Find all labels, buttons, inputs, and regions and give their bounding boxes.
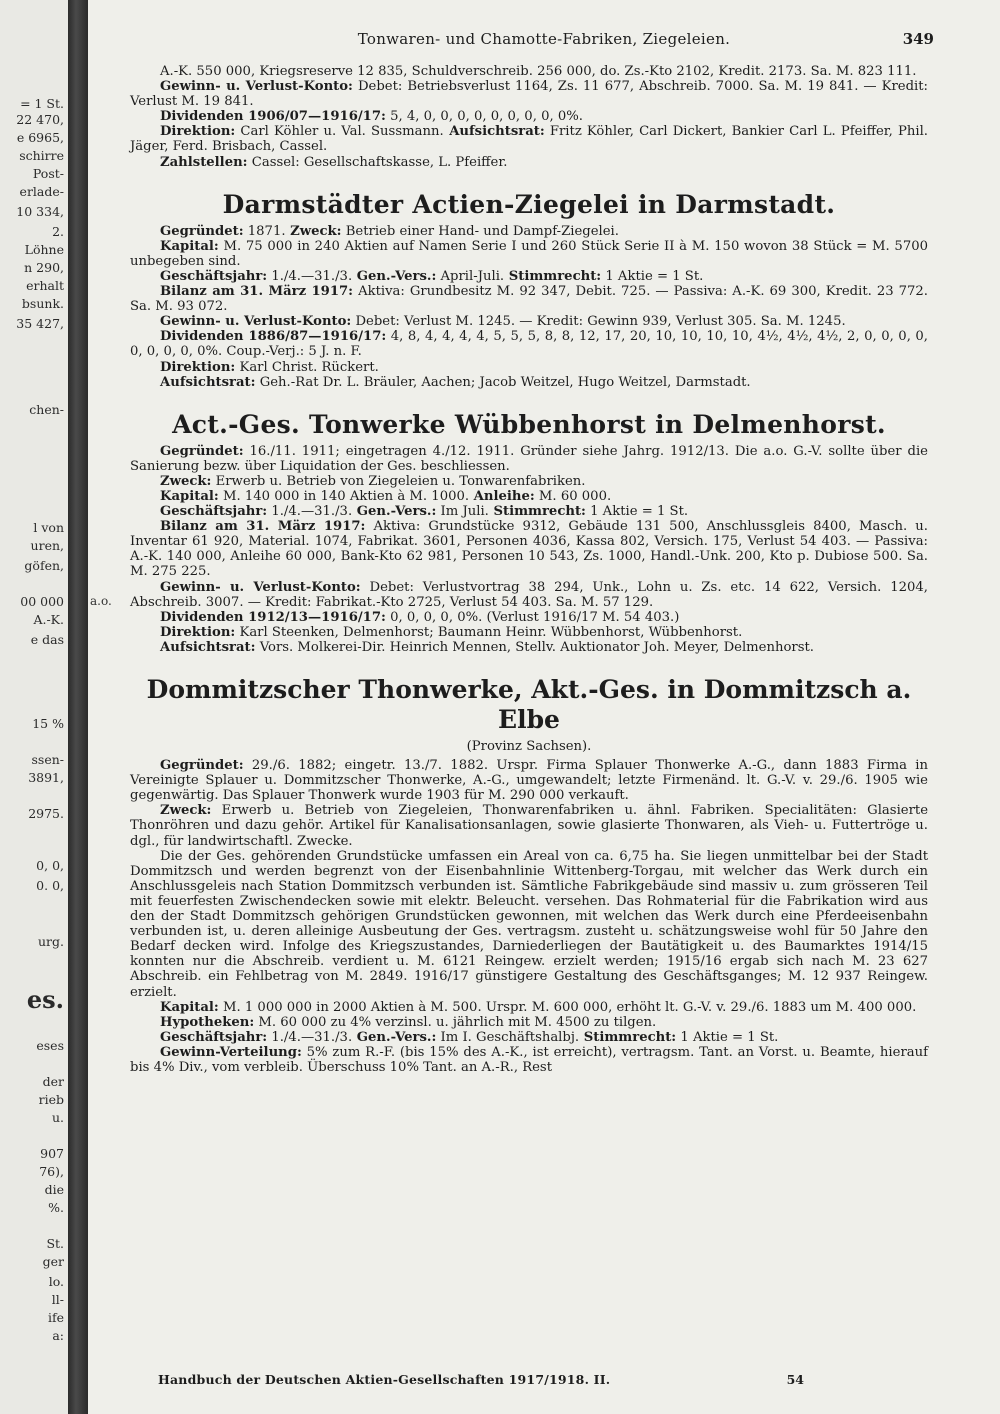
text: Debet: Verlustvortrag 38 294, Unk., Lohn u. Zs. etc. 14 622, Versich. 1204, Abschreib. 3007. — Kredit: Fabrikat.-Kto 2725, Verlust 54 403. Sa. M. 57 129. [130, 579, 928, 610]
field-label: Bilanz am 31. März 1917: [160, 284, 354, 300]
text: M. 75 000 in 240 Aktien auf Namen Serie I und 260 Stück Serie II à M. 150 wovon 38 Stück = M. 5700 unbegeben sind. [130, 238, 928, 269]
margin-fragment: 2. [52, 224, 64, 239]
text: A.-K. 550 000, Kriegsreserve 12 835, Schuldverschreib. 256 000, do. Zs.-Kto 2102, Kredit. 2173. Sa. M. 823 111. [160, 64, 917, 79]
margin-fragment: der [42, 1074, 64, 1089]
text: Carl Köhler u. Val. Sussmann. [235, 124, 444, 140]
company-entry-darmstadt [130, 190, 928, 390]
field-label: Direktion: [160, 624, 236, 640]
text: Karl Steenken, Delmenhorst; Baumann Heinr. Wübbenhorst, Wübbenhorst. [235, 624, 743, 640]
text: 4, 8, 4, 4, 4, 4, 5, 5, 5, 8, 8, 12, 17, 20, 10, 10, 10, 10, 4½, 4½, 4½, 2, 0, 0, 0, 0, 0, 0, 0, 0, 0%. Coup.-Verj.: 5 J. n. F. [130, 329, 928, 360]
text: 1 Aktie = 1 St. [601, 268, 704, 284]
paragraph [130, 610, 928, 625]
footer-title: Handbuch der Deutschen Aktien-Gesellschaften 1917/1918. II. [158, 1372, 611, 1387]
text: Cassel: Gesellschaftskasse, L. Pfeiffer. [247, 154, 508, 170]
margin-fragment: 0. 0, [36, 878, 64, 893]
margin-fragment: es. [26, 985, 64, 1014]
signature-mark: 54 [786, 1372, 804, 1387]
margin-fragment: l von [33, 520, 64, 535]
field-label: Geschäftsjahr: [160, 1029, 268, 1045]
margin-fragment: 0, 0, [36, 858, 64, 873]
text: 1 Aktie = 1 St. [676, 1029, 779, 1045]
field-label: Aufsichtsrat: [160, 374, 256, 390]
margin-fragment: Löhne [24, 242, 64, 257]
paragraph [130, 1030, 928, 1045]
margin-fragment: rieb [38, 1092, 64, 1107]
margin-fragment: erhalt [26, 278, 64, 293]
margin-fragment: A.-K. [33, 612, 64, 627]
paragraph [130, 758, 928, 803]
field-label: Zweck: [160, 473, 212, 489]
text: 1 Aktie = 1 St. [585, 504, 689, 520]
field-label: Gegründet: [160, 758, 244, 774]
text: Debet: Betriebsverlust 1164, Zs. 11 677, Abschreib. 7000. Sa. M. 19 841. — Kredit: Verlust M. 19 841. [130, 79, 928, 110]
margin-fragment: n 290, [24, 260, 64, 275]
margin-fragment: 22 470, [16, 112, 64, 127]
margin-fragment: schirre [19, 148, 64, 163]
paragraph [130, 489, 928, 504]
field-label: Kapital: [160, 238, 219, 254]
field-label: Zahlstellen: [160, 154, 248, 170]
margin-fragment: ife [47, 1310, 64, 1325]
text: M. 60 000 zu 4% verzinsl. u. jährlich mit M. 4500 zu tilgen. [254, 1014, 657, 1030]
page-content [130, 64, 928, 1075]
paragraph [130, 314, 928, 329]
paragraph [130, 375, 928, 390]
field-label: Gegründet: [160, 223, 244, 239]
paragraph [130, 519, 928, 579]
adjacent-page-strip [0, 0, 68, 1414]
company-entry-dommitzsch [130, 675, 928, 1075]
text: Im I. Geschäftshalbj. [436, 1029, 580, 1045]
text: Debet: Verlust M. 1245. — Kredit: Gewinn 939, Verlust 305. Sa. M. 1245. [351, 314, 846, 330]
field-label: Kapital: [160, 488, 219, 504]
margin-fragment: urg. [37, 934, 64, 949]
margin-fragment: = 1 St. [20, 96, 64, 111]
section-subheading: (Provinz Sachsen). [466, 739, 592, 754]
margin-fragment: a: [52, 1328, 64, 1343]
paragraph [130, 109, 928, 124]
paragraph [130, 64, 928, 79]
field-label: Geschäftsjahr: [160, 268, 268, 284]
field-label: Zweck: [285, 223, 342, 239]
text: Aktiva: Grundstücke 9312, Gebäude 131 500, Anschlussgleis 8400, Masch. u. Inventar 61 920, Material. 1074, Fabrikat. 3601, Personen 4036, Kassa 802, Versich. 175, Verlust 54 403. — Passiva: A.-K. 140 000, Anleihe 60 000, Bank-Kto 62 981, Personen 10 543, Zs. 1000, Handl.-Unk. 200, Kto p. Dubiose 500. Sa. M. 275 225. [130, 519, 928, 580]
paragraph [130, 1000, 928, 1015]
paragraph [130, 640, 928, 655]
margin-fragment: %. [48, 1200, 64, 1215]
paragraph [130, 580, 928, 610]
field-label: Hypotheken: [160, 1014, 255, 1030]
text: 0, 0, 0, 0, 0%. (Verlust 1916/17 M. 54 403.) [385, 609, 680, 625]
field-label: Dividenden 1886/87—1916/17: [160, 329, 387, 345]
section-heading: Darmstädter Actien-Ziegelei in Darmstadt. [222, 189, 836, 219]
text: 1./4.—31./3. [267, 1029, 353, 1045]
book-gutter [68, 0, 88, 1414]
field-label: Kapital: [160, 999, 219, 1015]
field-label: Gegründet: [160, 443, 244, 459]
margin-fragment: uren, [30, 538, 64, 553]
field-label: Direktion: [160, 359, 236, 375]
margin-fragment: ll- [51, 1292, 64, 1307]
text: M. 140 000 in 140 Aktien à M. 1000. [218, 488, 470, 504]
field-label: Aufsichtsrat: [160, 639, 256, 655]
field-label: Dividenden 1912/13—1916/17: [160, 609, 386, 625]
field-label: Gen.-Vers.: [352, 1029, 437, 1045]
running-header [88, 30, 1000, 54]
document-page [88, 0, 1000, 1414]
text: Die der Ges. gehörenden Grundstücke umfassen ein Areal von ca. 6,75 ha. Sie liegen unmittelbar bei der Stadt Dommitzsch und werden begrenzt von der Eisenbahnlinie Wittenberg-Torgau, mit welcher das Werk durch ein Anschlussgeleis nach Station Dommitzsch verbunden ist. Sämtliche Fabrikgebäude sind massiv u. zum grösseren Teil mit feuerfesten Zwischendecken sowie mit elektr. Beleucht. versehen. Das Rohmaterial für die Fabrikation wird aus den der Stadt Dommitzsch gehörigen Grundstücken gewonnen, mit welchen das Werk durch eine Pferdeeisenbahn verbunden ist, u. deren alleinige Ausbeutung der Ges. vertragsm. zusteht u. schätzungsweise wohl für 50 Jahre den Bedarf decken wird. Infolge des Kriegszustandes, Darniederliegen der Bautätigkeit u. des Baumarktes 1914/15 konnten nur die Abschreib. verdient u. M. 6121 Reingew. erzielt werden; 1915/16 ergab sich nach M. 23 627 Abschreib. ein Fehlbetrag von M. 2849. 1916/17 günstigere Gestaltung des Geschäftsganges; M. 12 937 Reingew. erzielt. [130, 848, 928, 1000]
field-label: Gewinn- u. Verlust-Konto: [160, 314, 352, 330]
paragraph [130, 803, 928, 848]
paragraph [130, 329, 928, 359]
company-entry-wuebbenhorst [130, 410, 928, 655]
field-label: Gen.-Vers.: [352, 504, 437, 520]
intro-continuation [130, 64, 928, 170]
field-label: Anleihe: [469, 488, 535, 504]
margin-fragment: 10 334, [16, 204, 64, 219]
text: April-Juli. [436, 268, 505, 284]
field-label: Gewinn- u. Verlust-Konto: [160, 79, 353, 95]
field-label: Stimmrecht: [488, 504, 586, 520]
margin-fragment: e 6965, [16, 130, 64, 145]
margin-fragment: göfen, [24, 558, 64, 573]
text: 5, 4, 0, 0, 0, 0, 0, 0, 0, 0, 0%. [385, 109, 583, 125]
margin-fragment: 15 % [32, 716, 64, 731]
paragraph [130, 224, 928, 239]
text: Geh.-Rat Dr. L. Bräuler, Aachen; Jacob Weitzel, Hugo Weitzel, Darmstadt. [255, 374, 751, 390]
section-heading: Dommitzscher Thonwerke, Akt.-Ges. in Dommitzsch a. Elbe [146, 675, 912, 734]
text: M. 1 000 000 in 2000 Aktien à M. 500. Urspr. M. 600 000, erhöht lt. G.-V. v. 29./6. 1883 um M. 400 000. [218, 999, 917, 1015]
text: Fritz Köhler, Carl Dickert, Bankier Carl L. Pfeiffer, Phil. Jäger, Ferd. Brisbach, Cassel. [130, 124, 928, 155]
field-label: Stimmrecht: [504, 268, 602, 284]
margin-fragment: 76), [39, 1164, 64, 1179]
paragraph [130, 155, 928, 170]
text: 5% zum R.-F. (bis 15% des A.-K., ist erreicht), vertragsm. Tant. an Vorst. u. Beamte, hierauf bis 4% Div., vom verbleib. Überschuss 10% Tant. an A.-R., Rest [130, 1044, 928, 1075]
text: M. 60 000. [534, 488, 612, 504]
margin-fragment: Post- [32, 166, 64, 181]
margin-fragment: ssen- [31, 752, 64, 767]
text: Erwerb u. Betrieb von Ziegeleien u. Tonwarenfabriken. [211, 473, 586, 489]
text: 1./4.—31./3. [267, 504, 353, 520]
paragraph [130, 79, 928, 109]
margin-fragment: die [44, 1182, 64, 1197]
paragraph [130, 1015, 928, 1030]
margin-fragment: St. [46, 1236, 64, 1251]
paragraph [130, 360, 928, 375]
field-label: Bilanz am 31. März 1917: [160, 519, 366, 535]
margin-fragment: 2975. [28, 806, 64, 821]
text: Erwerb u. Betrieb von Ziegeleien, Thonwarenfabriken u. ähnl. Fabriken. Specialitäten: Glasierte Thonröhren und dazu gehör. Artikel für Kanalisationsanlagen, sowie glasierte Thonwaren, als Vieh- u. Futtertröge u. dgl., für landwirtschaftl. Zwecke. [130, 803, 928, 849]
running-title: Tonwaren- und Chamotte-Fabriken, Ziegeleien. [357, 30, 731, 48]
margin-fragment: e das [30, 632, 64, 647]
text: 1./4.—31./3. [267, 268, 353, 284]
field-label: Gewinn-Verteilung: [160, 1044, 302, 1060]
margin-fragment: chen- [29, 402, 64, 417]
margin-note: a.o. [90, 594, 112, 608]
paragraph [130, 269, 928, 284]
margin-fragment: lo. [48, 1274, 64, 1289]
paragraph [130, 849, 928, 1000]
margin-fragment: bsunk. [21, 296, 64, 311]
field-label: Dividenden 1906/07—1916/17: [160, 109, 386, 125]
text: Im Juli. [436, 504, 489, 520]
paragraph [130, 239, 928, 269]
text: 1871. [243, 223, 286, 239]
margin-fragment: u. [51, 1110, 64, 1125]
field-label: Zweck: [160, 803, 212, 819]
paragraph [130, 284, 928, 314]
text: Aktiva: Grundbesitz M. 92 347, Debit. 725. — Passiva: A.-K. 69 300, Kredit. 23 772. Sa. M. 93 072. [130, 284, 929, 315]
page-number: 349 [902, 30, 934, 48]
field-label: Gewinn- u. Verlust-Konto: [160, 579, 361, 595]
margin-fragment: eses [36, 1038, 64, 1053]
text: Betrieb einer Hand- und Dampf-Ziegelei. [341, 223, 619, 239]
text: 16./11. 1911; eingetragen 4./12. 1911. Gründer siehe Jahrg. 1912/13. Die a.o. G.-V. sollte über die Sanierung bezw. über Liquidation der Ges. beschliessen. [130, 443, 928, 474]
text: Karl Christ. Rückert. [235, 359, 379, 375]
field-label: Direktion: [160, 124, 236, 140]
paragraph [130, 444, 928, 474]
margin-fragment: 35 427, [16, 316, 64, 331]
margin-fragment: 3891, [28, 770, 64, 785]
paragraph [130, 474, 928, 489]
field-label: Geschäftsjahr: [160, 504, 268, 520]
paragraph [130, 1045, 928, 1075]
margin-fragment: ger [42, 1254, 64, 1269]
margin-fragment: 907 [40, 1146, 64, 1161]
paragraph [130, 625, 928, 640]
margin-fragment: erlade- [19, 184, 64, 199]
field-label: Aufsichtsrat: [443, 124, 545, 140]
paragraph [130, 504, 928, 519]
text: 29./6. 1882; eingetr. 13./7. 1882. Urspr. Firma Splauer Thonwerke A.-G., dann 1883 Firma in Vereinigte Splauer u. Dommitzscher Thonwerke, A.-G., umgewandelt; letzte Firmenänd. lt. G.-V. v. 29./6. 1905 wie gegenwärtig. Das Splauer Thonwerk wurde 1903 für M. 290 000 verkauft. [130, 758, 928, 804]
margin-fragment: 00 000 [20, 594, 64, 609]
paragraph [130, 124, 928, 154]
section-heading: Act.-Ges. Tonwerke Wübbenhorst in Delmenhorst. [172, 409, 886, 439]
field-label: Stimmrecht: [579, 1029, 677, 1045]
field-label: Gen.-Vers.: [352, 268, 437, 284]
text: Vors. Molkerei-Dir. Heinrich Mennen, Stellv. Auktionator Joh. Meyer, Delmenhorst. [255, 639, 814, 655]
